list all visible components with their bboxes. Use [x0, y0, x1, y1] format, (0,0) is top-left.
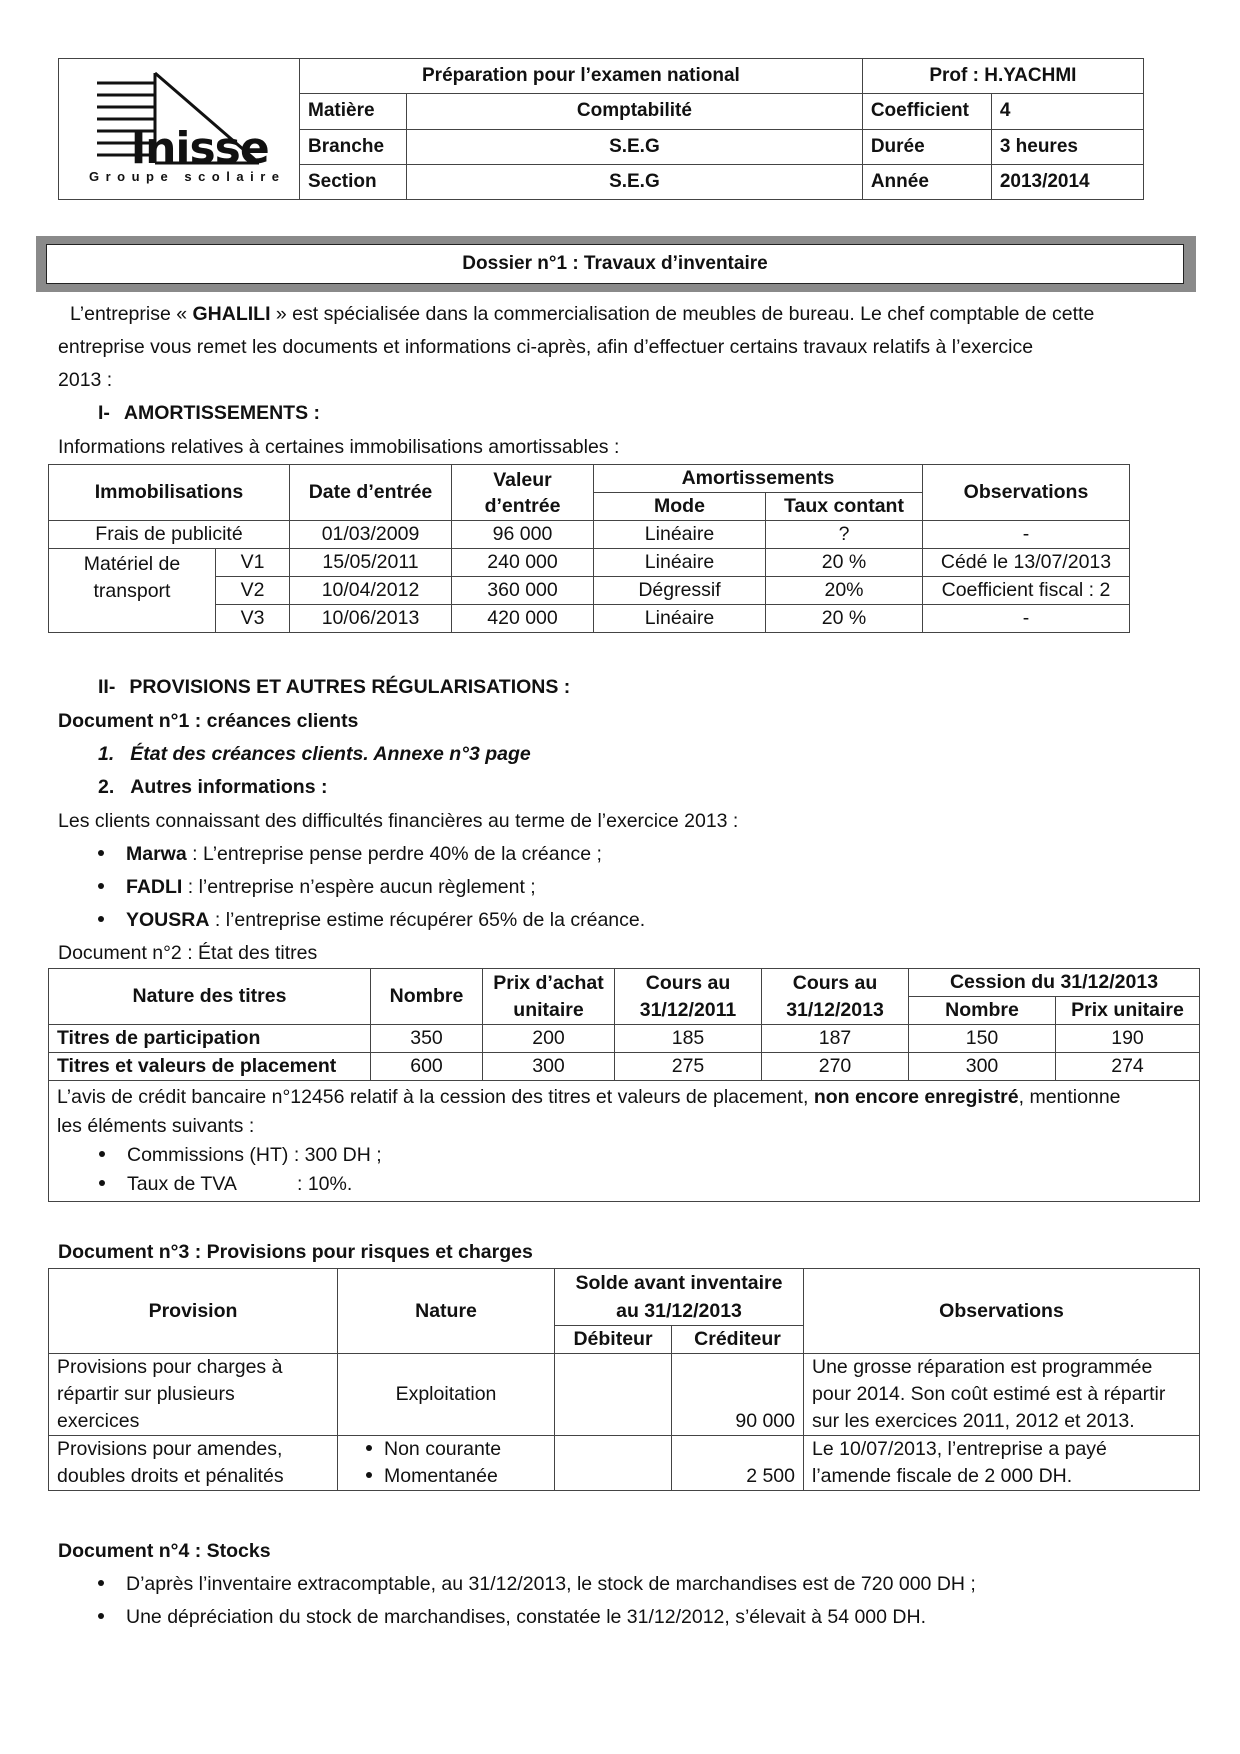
intro-line-3: 2013 :: [58, 369, 113, 391]
th-valeur-entree: Valeur d’entrée: [452, 465, 594, 521]
avis-credit-note: L’avis de crédit bancaire n°12456 relatif à la cession des titres et valeurs de placement, non encore enregistré, mentionne les éléments suivants : Commissions (HT) : 300 DH ; Taux de TVA : 10%.: [49, 1081, 1200, 1202]
doc4-title: Document n°4 : Stocks: [58, 1540, 271, 1562]
th-cession-nombre: Nombre: [909, 997, 1056, 1025]
th-taux: Taux contant: [766, 493, 923, 521]
th-cession: Cession du 31/12/2013: [909, 969, 1200, 997]
bullet-icon: [98, 916, 104, 922]
section-value: S.E.G: [407, 164, 863, 199]
bullet-icon: [98, 1613, 104, 1619]
stock-item: D’après l’inventaire extracomptable, au 31/12/2013, le stock de marchandises est de 720 000 DH ;: [98, 1568, 976, 1600]
th-solde: Solde avant inventaire au 31/12/2013: [555, 1269, 804, 1326]
th-nature: Nature: [338, 1269, 555, 1354]
section-2-heading: II- PROVISIONS ET AUTRES RÉGULARISATIONS :: [98, 676, 571, 698]
table-row: V3 10/06/2013 420 000 Linéaire 20 % -: [49, 605, 1130, 633]
intro-line-2: entreprise vous remet les documents et informations ci-après, afin d’effectuer certains travaux relatifs à l’exercice: [58, 336, 1034, 358]
logo-subtitle: Groupe scolaire: [89, 169, 286, 184]
th-debiteur: Débiteur: [555, 1326, 672, 1354]
duree-label: Durée: [862, 129, 991, 164]
coefficient-value: 4: [991, 94, 1143, 129]
coefficient-label: Coefficient: [862, 94, 991, 129]
bullet-icon: [99, 1180, 105, 1186]
bullet-icon: [98, 1580, 104, 1586]
doc1-title: Document n°1 : créances clients: [58, 710, 359, 732]
stock-item: Une dépréciation du stock de marchandises, constatée le 31/12/2012, s’élevait à 54 000 DH.: [98, 1601, 926, 1633]
th-observations: Observations: [804, 1269, 1200, 1354]
logo: [59, 59, 300, 200]
annee-value: 2013/2014: [991, 164, 1143, 199]
table-row: Frais de publicité 01/03/2009 96 000 Linéaire ? -: [49, 521, 1130, 549]
intro-line-1: L’entreprise « GHALILI » est spécialisée dans la commercialisation de meubles de bureau. Le chef comptable de cette: [70, 303, 1095, 325]
branche-label: Branche: [300, 129, 407, 164]
branche-value: S.E.G: [407, 129, 863, 164]
doc2-title: Document n°2 : État des titres: [58, 942, 318, 964]
th-crediteur: Créditeur: [672, 1326, 804, 1354]
bullet-icon: [98, 850, 104, 856]
th-cession-prix: Prix unitaire: [1056, 997, 1200, 1025]
matiere-label: Matière: [300, 94, 407, 129]
th-immobilisations: Immobilisations: [49, 465, 290, 521]
doc1-item-1: 1. État des créances clients. Annexe n°3 page: [98, 743, 531, 765]
bullet-icon: [99, 1151, 105, 1157]
th-provision: Provision: [49, 1269, 338, 1354]
logo-name: lnisse: [131, 123, 269, 174]
th-cours-2011: Cours au 31/12/2011: [615, 969, 762, 1025]
doc3-title: Document n°3 : Provisions pour risques et charges: [58, 1241, 533, 1263]
amortissements-table: [48, 464, 1130, 633]
section-1-info: Informations relatives à certaines immobilisations amortissables :: [58, 436, 620, 458]
th-nature-titres: Nature des titres: [49, 969, 371, 1025]
materiel-transport-label: Matériel de transport: [49, 549, 216, 633]
matiere-value: Comptabilité: [407, 94, 863, 129]
annee-label: Année: [862, 164, 991, 199]
table-row: Matériel de transport V1 15/05/2011 240 000 Linéaire 20 % Cédé le 13/07/2013: [49, 549, 1130, 577]
th-cours-2013: Cours au 31/12/2013: [762, 969, 909, 1025]
doc1-item-2: 2. Autres informations :: [98, 776, 328, 798]
section-1-heading: I- AMORTISSEMENTS :: [98, 402, 321, 424]
th-mode: Mode: [594, 493, 766, 521]
th-amortissements: Amortissements: [594, 465, 923, 493]
client-item: YOUSRA : l’entreprise estime récupérer 65% de la créance.: [98, 904, 645, 936]
dossier-title: Dossier n°1 : Travaux d’inventaire: [46, 244, 1184, 284]
prof-name: Prof : H.YACHMI: [862, 59, 1143, 94]
note-item: Commissions (HT) : 300 DH ;: [57, 1141, 1191, 1170]
clients-intro: Les clients connaissant des difficultés financières au terme de l’exercice 2013 :: [58, 810, 739, 832]
section-label: Section: [300, 164, 407, 199]
table-row: Titres et valeurs de placement 600 300 275 270 300 274: [49, 1053, 1200, 1081]
table-row: Provisions pour charges à répartir sur plusieurs exercices Exploitation 90 000 Une grosse réparation est programmée pour 2014. Son coût estimé est à répartir sur les exercices 2011, 2012 et 2013.: [49, 1354, 1200, 1436]
duree-value: 3 heures: [991, 129, 1143, 164]
th-prix-achat: Prix d’achat unitaire: [483, 969, 615, 1025]
provisions-table: [48, 1268, 1200, 1491]
client-item: Marwa : L’entreprise pense perdre 40% de la créance ;: [98, 838, 602, 870]
exam-title: Préparation pour l’examen national: [300, 59, 863, 94]
company-name: GHALILI: [192, 303, 271, 325]
exam-header-table: [58, 58, 1144, 200]
bullet-icon: [98, 883, 104, 889]
bullet-icon: [366, 1445, 372, 1451]
th-nombre: Nombre: [371, 969, 483, 1025]
th-observations: Observations: [923, 465, 1130, 521]
table-row: Titres de participation 350 200 185 187 150 190: [49, 1025, 1200, 1053]
th-date-entree: Date d’entrée: [290, 465, 452, 521]
table-row: V2 10/04/2012 360 000 Dégressif 20% Coefficient fiscal : 2: [49, 577, 1130, 605]
bullet-icon: [366, 1472, 372, 1478]
note-item: Taux de TVA : 10%.: [57, 1170, 1191, 1199]
client-item: FADLI : l’entreprise n’espère aucun règlement ;: [98, 871, 536, 903]
dossier-banner: [36, 236, 1196, 292]
titres-table: [48, 968, 1200, 1202]
table-row: Provisions pour amendes, doubles droits et pénalités Non courante Momentanée 2 500 Le 10/07/2013, l’entreprise a payé l’amende fiscale de 2 000 DH.: [49, 1436, 1200, 1491]
